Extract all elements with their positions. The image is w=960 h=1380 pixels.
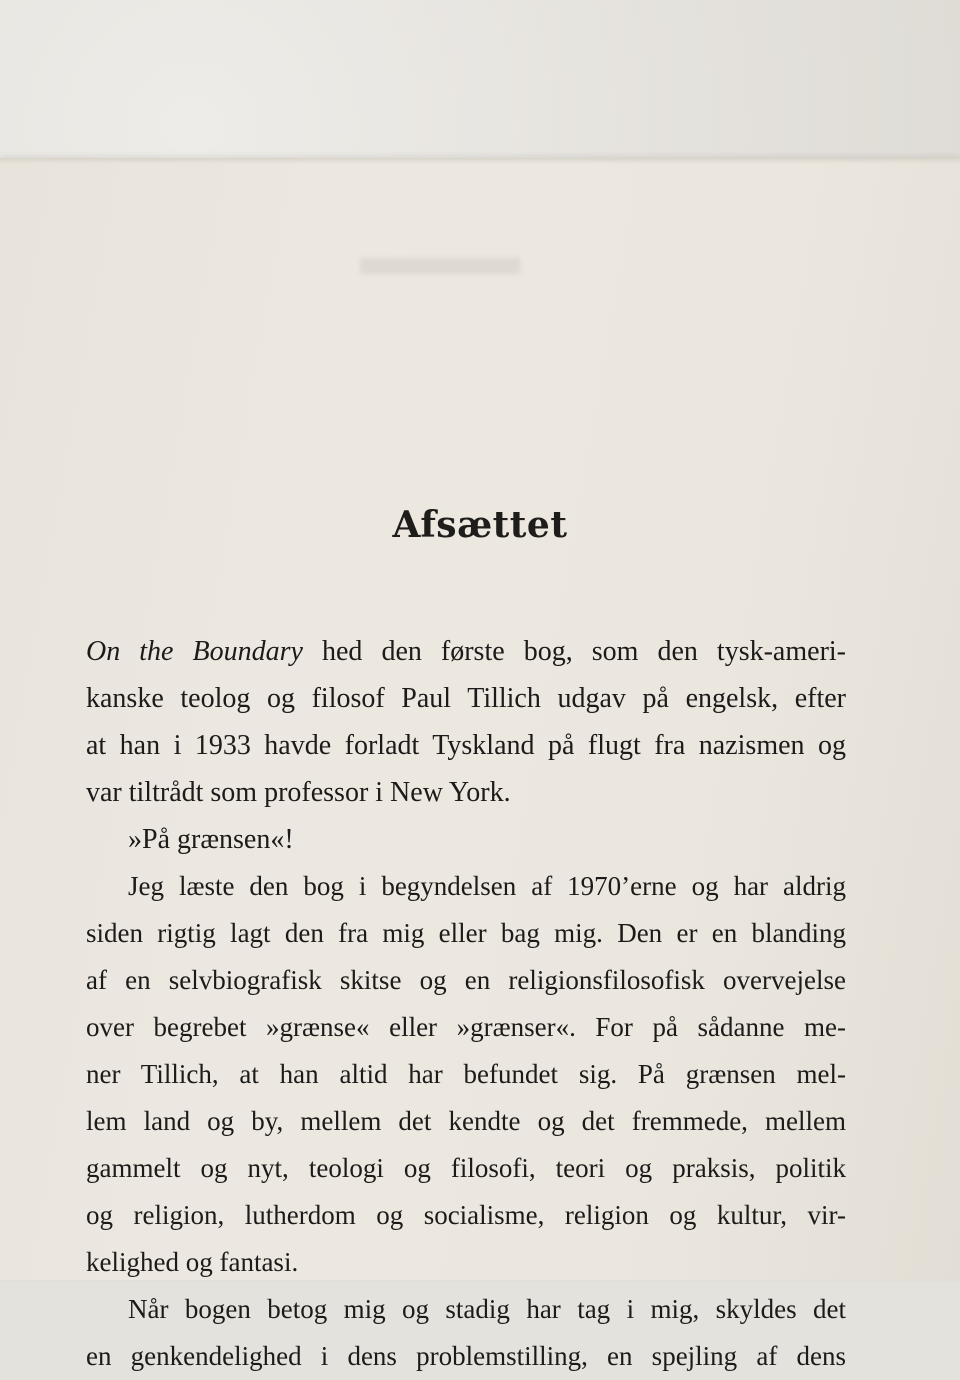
text-line: Jeg læste den bog i begyndelsen af 1970’erne og har aldrig — [128, 871, 846, 901]
paragraph-3 — [86, 863, 846, 1286]
text-line: og religion, lutherdom og socialisme, religion og kultur, vir- — [86, 1200, 846, 1230]
page-top-edge — [0, 158, 960, 164]
text-line: var tiltrådt som professor i New York. — [86, 777, 511, 808]
text-line — [86, 628, 846, 675]
text-line: at han i 1933 havde forladt Tyskland på flugt fra nazismen og — [86, 730, 846, 761]
show-through-running-header — [360, 258, 520, 274]
book-title-italic: On the Boundary — [86, 636, 303, 667]
paragraph-1 — [86, 628, 846, 816]
text-line: lem land og by, mellem det kendte og det fremmede, mellem — [86, 1106, 846, 1136]
text-line: af en selvbiografisk skitse og en religionsfilosofisk overvejelse — [86, 965, 846, 995]
text-line: kelighed og fantasi. — [86, 1247, 299, 1277]
text-line: ner Tillich, at han altid har befundet sig. På grænsen mel- — [86, 1059, 846, 1089]
paragraph-4 — [86, 1286, 846, 1380]
text-line: over begrebet »grænse« eller »grænser«. For på sådanne me- — [86, 1012, 846, 1042]
text-line: kanske teolog og filosof Paul Tillich udgav på engelsk, efter — [86, 683, 846, 714]
text-line: siden rigtig lagt den fra mig eller bag mig. Den er en blanding — [86, 918, 846, 948]
paragraph-2 — [86, 816, 846, 863]
text-line: »På grænsen«! — [128, 824, 294, 855]
text-line: Når bogen betog mig og stadig har tag i mig, skyldes det — [128, 1294, 846, 1324]
body-text — [86, 628, 846, 1380]
text-fragment: hed den første bog, som den tysk-ameri- — [302, 636, 846, 667]
text-line: en genkendelighed i dens problemstilling, en spejling af dens — [86, 1341, 846, 1371]
chapter-title: Afsættet — [392, 504, 568, 547]
text-line: gammelt og nyt, teologi og filosofi, teori og praksis, politik — [86, 1153, 846, 1183]
